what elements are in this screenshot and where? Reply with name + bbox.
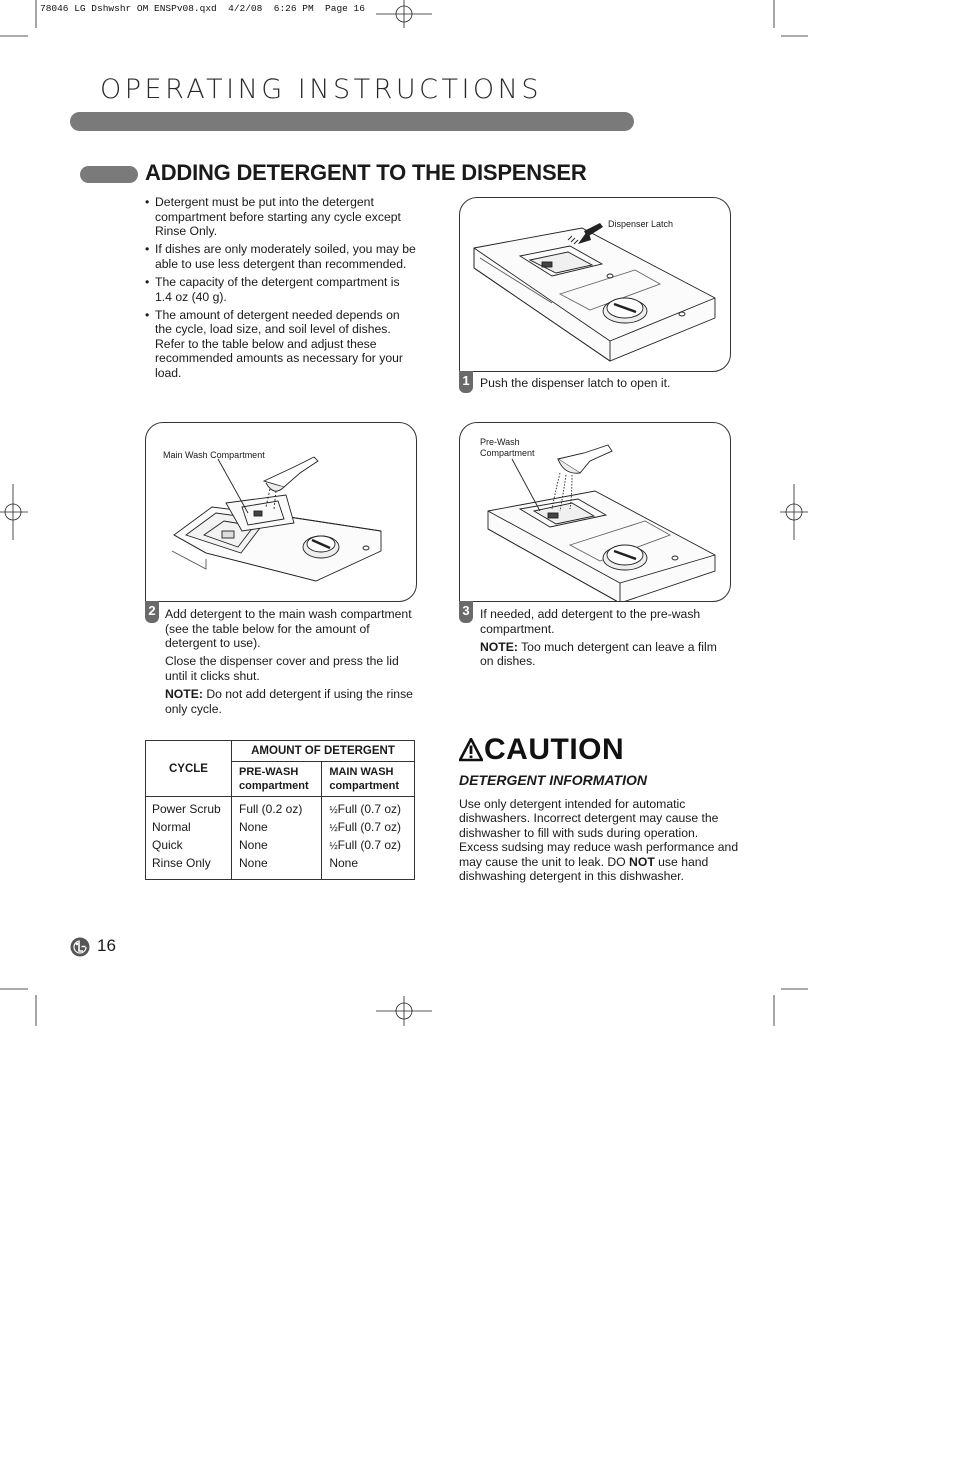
bullet-item: • The capacity of the detergent compartment is 1.4 oz (40 g). (145, 275, 417, 304)
warning-triangle-icon (459, 738, 483, 762)
table-row (146, 818, 415, 836)
cell-mainwash (322, 836, 415, 854)
step-3-number: 3 (459, 601, 473, 623)
lg-logo-icon (70, 937, 90, 957)
bullet-item: • The amount of detergent needed depends on the cycle, load size, and soil level of dishes. Refer to the table below and adjust these recommended amounts as necessary for your load. (145, 308, 417, 381)
caution-bold: NOT (629, 854, 655, 869)
step-2-note (165, 687, 415, 716)
cell-mainwash (322, 854, 415, 880)
col-header-line: PRE-WASH (239, 766, 299, 778)
section-title: ADDING DETERGENT TO THE DISPENSER (145, 160, 587, 185)
cell-cycle: Normal (152, 820, 191, 834)
col-header-prewash (232, 762, 322, 797)
bullet-list (145, 195, 417, 384)
cell-cycle: Quick (152, 838, 183, 852)
header-bar (70, 112, 634, 131)
bullet-item: • If dishes are only moderately soiled, you may be able to use less detergent than recommended. (145, 242, 417, 271)
page-header-title: OPERATING INSTRUCTIONS (100, 74, 543, 105)
note-label: NOTE: (480, 639, 518, 654)
caution-body (459, 797, 739, 883)
col-header-line: compartment (329, 780, 400, 792)
cell-mainwash (322, 797, 415, 819)
step-3-illustration (459, 422, 731, 602)
caution-subtitle: DETERGENT INFORMATION (459, 772, 647, 788)
step-1-illustration (459, 197, 731, 372)
col-header-amount: AMOUNT OF DETERGENT (232, 741, 415, 762)
caution-title: CAUTION (484, 733, 625, 766)
step-3-line: If needed, add detergent to the pre-wash compartment. (480, 607, 701, 636)
fraction: ½ (329, 841, 338, 852)
step-2-number: 2 (145, 601, 159, 623)
note-label: NOTE: (165, 686, 203, 701)
cell-mainwash-value: Full (0.7 oz) (337, 820, 402, 834)
col-header-cycle: CYCLE (146, 741, 232, 797)
cell-mainwash-value: Full (0.7 oz) (337, 838, 402, 852)
col-header-line: MAIN WASH (329, 766, 394, 778)
caution-text: Use only detergent intended for automatic dishwashers. Incorrect detergent may cause the dishwasher to fill with suds during operation. Excess sudsing may reduce wash performance and may cause the unit to leak. DO (459, 797, 739, 869)
col-header-line: compartment (239, 780, 309, 792)
detergent-table (145, 740, 415, 880)
cell-prewash: Full (0.2 oz) (232, 797, 322, 819)
step-2-line: Close the dispenser cover and press the lid until it clicks shut. (165, 654, 399, 683)
caution-text: use hand dishwashing detergent in this dishwasher. (459, 854, 709, 884)
callout-line: Pre-Wash (480, 437, 520, 447)
bullet-item: • Detergent must be put into the detergent compartment before starting any cycle except Rinse Only. (145, 195, 417, 239)
cell-mainwash-value: Full (0.7 oz) (337, 802, 402, 816)
note-text: Do not add detergent if using the rinse only cycle. (165, 686, 413, 716)
table-row (146, 854, 415, 880)
section-pill (80, 166, 138, 183)
step-1-text: Push the dispenser latch to open it. (480, 376, 671, 390)
callout-pre-wash (480, 437, 535, 459)
file-slug: 78046 LG Dshwshr OM ENSPv08.qxd 4/2/08 6:26 PM Page 16 (40, 3, 365, 14)
cell-cycle: Power Scrub (152, 802, 221, 816)
fraction: ½ (329, 823, 338, 834)
step-2-text (165, 607, 415, 720)
cell-prewash: None (232, 854, 322, 880)
cell-prewash: None (232, 818, 322, 836)
callout-main-wash: Main Wash Compartment (163, 450, 265, 460)
cell-prewash: None (232, 836, 322, 854)
step-2-line: Add detergent to the main wash compartment (see the table below for the amount of detergent to use). (165, 607, 412, 651)
callout-line: Compartment (480, 448, 535, 458)
page-number: 16 (97, 936, 116, 955)
col-header-mainwash (322, 762, 415, 797)
cell-mainwash-value: None (329, 856, 359, 870)
table-row (146, 797, 415, 819)
callout-dispenser-latch: Dispenser Latch (608, 219, 674, 229)
cell-mainwash (322, 818, 415, 836)
cell-cycle: Rinse Only (152, 856, 211, 870)
dispenser-latch-drawing (460, 198, 730, 371)
fraction: ½ (329, 805, 338, 816)
table-row (146, 836, 415, 854)
step-2-illustration (145, 422, 417, 602)
step-3-text (480, 607, 720, 672)
step-3-note (480, 640, 720, 669)
step-1-number: 1 (459, 371, 473, 393)
note-text: Too much detergent can leave a film on dishes. (480, 639, 717, 669)
